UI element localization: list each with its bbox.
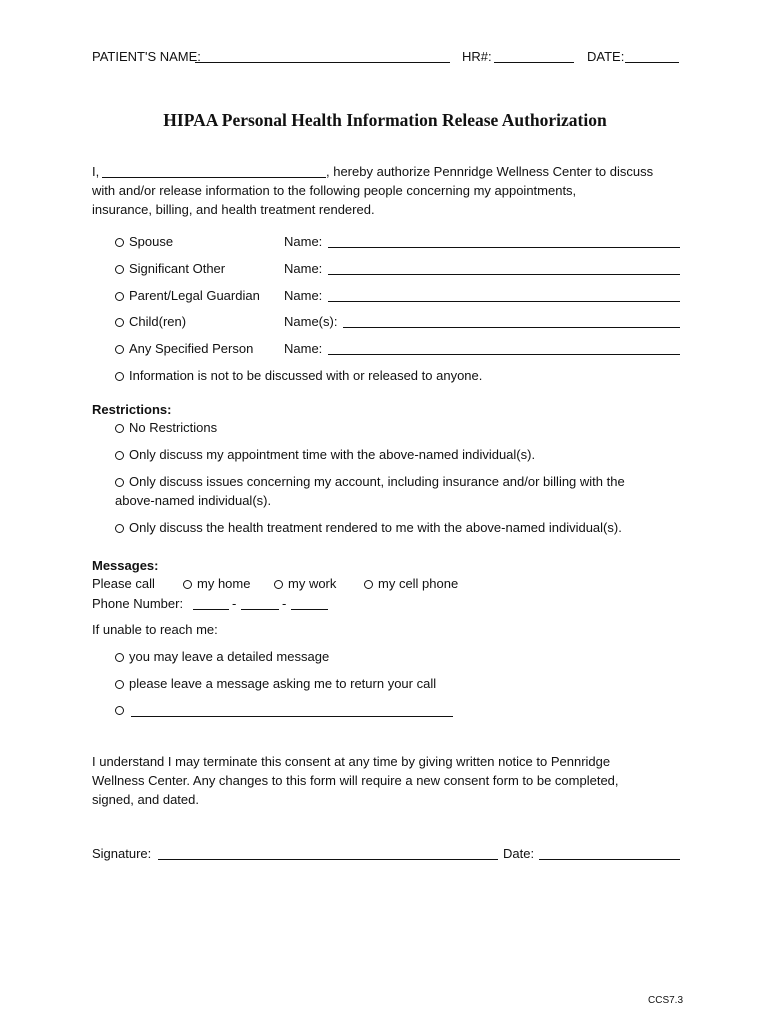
phone-prefix-field[interactable] (241, 609, 279, 610)
phone-line-number-field[interactable] (291, 609, 328, 610)
spouse-name-field[interactable] (328, 247, 680, 248)
option-health-treatment-only[interactable]: Only discuss the health treatment rendered to me with the above-named individual(s). (115, 520, 622, 536)
radio-circle-icon[interactable] (115, 478, 124, 487)
radio-circle-icon[interactable] (115, 680, 124, 689)
children-name-label: Name(s): (284, 314, 338, 329)
other-message-field[interactable] (131, 716, 453, 717)
radio-circle-icon[interactable] (115, 318, 124, 327)
specified-person-name-label: Name: (284, 341, 323, 356)
patient-name-field[interactable] (195, 62, 450, 63)
account-issues-continuation: above-named individual(s). (115, 493, 272, 508)
option-return-call-message[interactable]: please leave a message asking me to return your call (115, 676, 436, 692)
specified-person-name-field[interactable] (328, 354, 680, 355)
messages-heading: Messages: (92, 558, 159, 573)
signature-label: Signature: (92, 846, 152, 861)
intro-line2: with and/or release information to the following people concerning my appointments, (92, 183, 577, 198)
option-account-issues-only[interactable]: Only discuss issues concerning my account, including insurance and/or billing with the (115, 474, 625, 490)
phone-area-code-field[interactable] (193, 609, 229, 610)
hr-number-field[interactable] (494, 62, 574, 63)
option-other-message[interactable] (115, 702, 129, 718)
radio-circle-icon[interactable] (115, 424, 124, 433)
option-call-home[interactable]: my home (183, 576, 250, 592)
option-appointment-time-only[interactable]: Only discuss my appointment time with the above-named individual(s). (115, 447, 535, 463)
authorizer-name-field[interactable] (102, 177, 326, 178)
header-date-label: DATE: (587, 49, 625, 64)
children-name-field[interactable] (343, 327, 680, 328)
option-any-specified-person[interactable]: Any Specified Person (115, 341, 253, 357)
radio-circle-icon[interactable] (115, 653, 124, 662)
spouse-name-label: Name: (284, 234, 323, 249)
radio-circle-icon[interactable] (115, 706, 124, 715)
radio-circle-icon[interactable] (115, 345, 124, 354)
hr-label: HR#: (462, 49, 492, 64)
significant-other-name-label: Name: (284, 261, 323, 276)
parent-guardian-name-label: Name: (284, 288, 323, 303)
form-title: HIPAA Personal Health Information Release Authorization (163, 110, 607, 130)
signature-field[interactable] (158, 859, 498, 860)
radio-circle-icon[interactable] (115, 265, 124, 274)
radio-circle-icon[interactable] (274, 580, 283, 589)
form-code: CCS7.3 (648, 995, 684, 1006)
intro-line1: , hereby authorize Pennridge Wellness Center to discuss (326, 164, 654, 179)
radio-circle-icon[interactable] (115, 524, 124, 533)
consent-line2: Wellness Center. Any changes to this form will require a new consent form to be completed, (92, 773, 619, 788)
restrictions-heading: Restrictions: (92, 402, 172, 417)
intro-prefix: I, (92, 164, 100, 179)
radio-circle-icon[interactable] (115, 292, 124, 301)
consent-line1: I understand I may terminate this consent at any time by giving written notice to Pennridge (92, 754, 611, 769)
option-parent-guardian[interactable]: Parent/Legal Guardian (115, 288, 260, 304)
signature-date-label: Date: (503, 846, 535, 861)
please-call-label: Please call (92, 576, 155, 591)
unable-to-reach-label: If unable to reach me: (92, 622, 218, 637)
radio-circle-icon[interactable] (183, 580, 192, 589)
intro-line3: insurance, billing, and health treatment rendered. (92, 202, 375, 217)
radio-circle-icon[interactable] (115, 238, 124, 247)
phone-separator: - (232, 596, 237, 611)
option-spouse[interactable]: Spouse (115, 234, 173, 250)
option-call-cell[interactable]: my cell phone (364, 576, 458, 592)
phone-separator: - (282, 596, 287, 611)
header-date-field[interactable] (625, 62, 679, 63)
option-detailed-message[interactable]: you may leave a detailed message (115, 649, 329, 665)
parent-guardian-name-field[interactable] (328, 301, 680, 302)
option-no-disclosure[interactable]: Information is not to be discussed with or released to anyone. (115, 368, 482, 384)
phone-number-label: Phone Number: (92, 596, 184, 611)
radio-circle-icon[interactable] (115, 372, 124, 381)
signature-date-field[interactable] (539, 859, 680, 860)
option-significant-other[interactable]: Significant Other (115, 261, 225, 277)
option-children[interactable]: Child(ren) (115, 314, 186, 330)
option-no-restrictions[interactable]: No Restrictions (115, 420, 217, 436)
significant-other-name-field[interactable] (328, 274, 680, 275)
consent-line3: signed, and dated. (92, 792, 199, 807)
radio-circle-icon[interactable] (364, 580, 373, 589)
radio-circle-icon[interactable] (115, 451, 124, 460)
option-call-work[interactable]: my work (274, 576, 336, 592)
patient-name-label: PATIENT'S NAME: (92, 49, 201, 64)
